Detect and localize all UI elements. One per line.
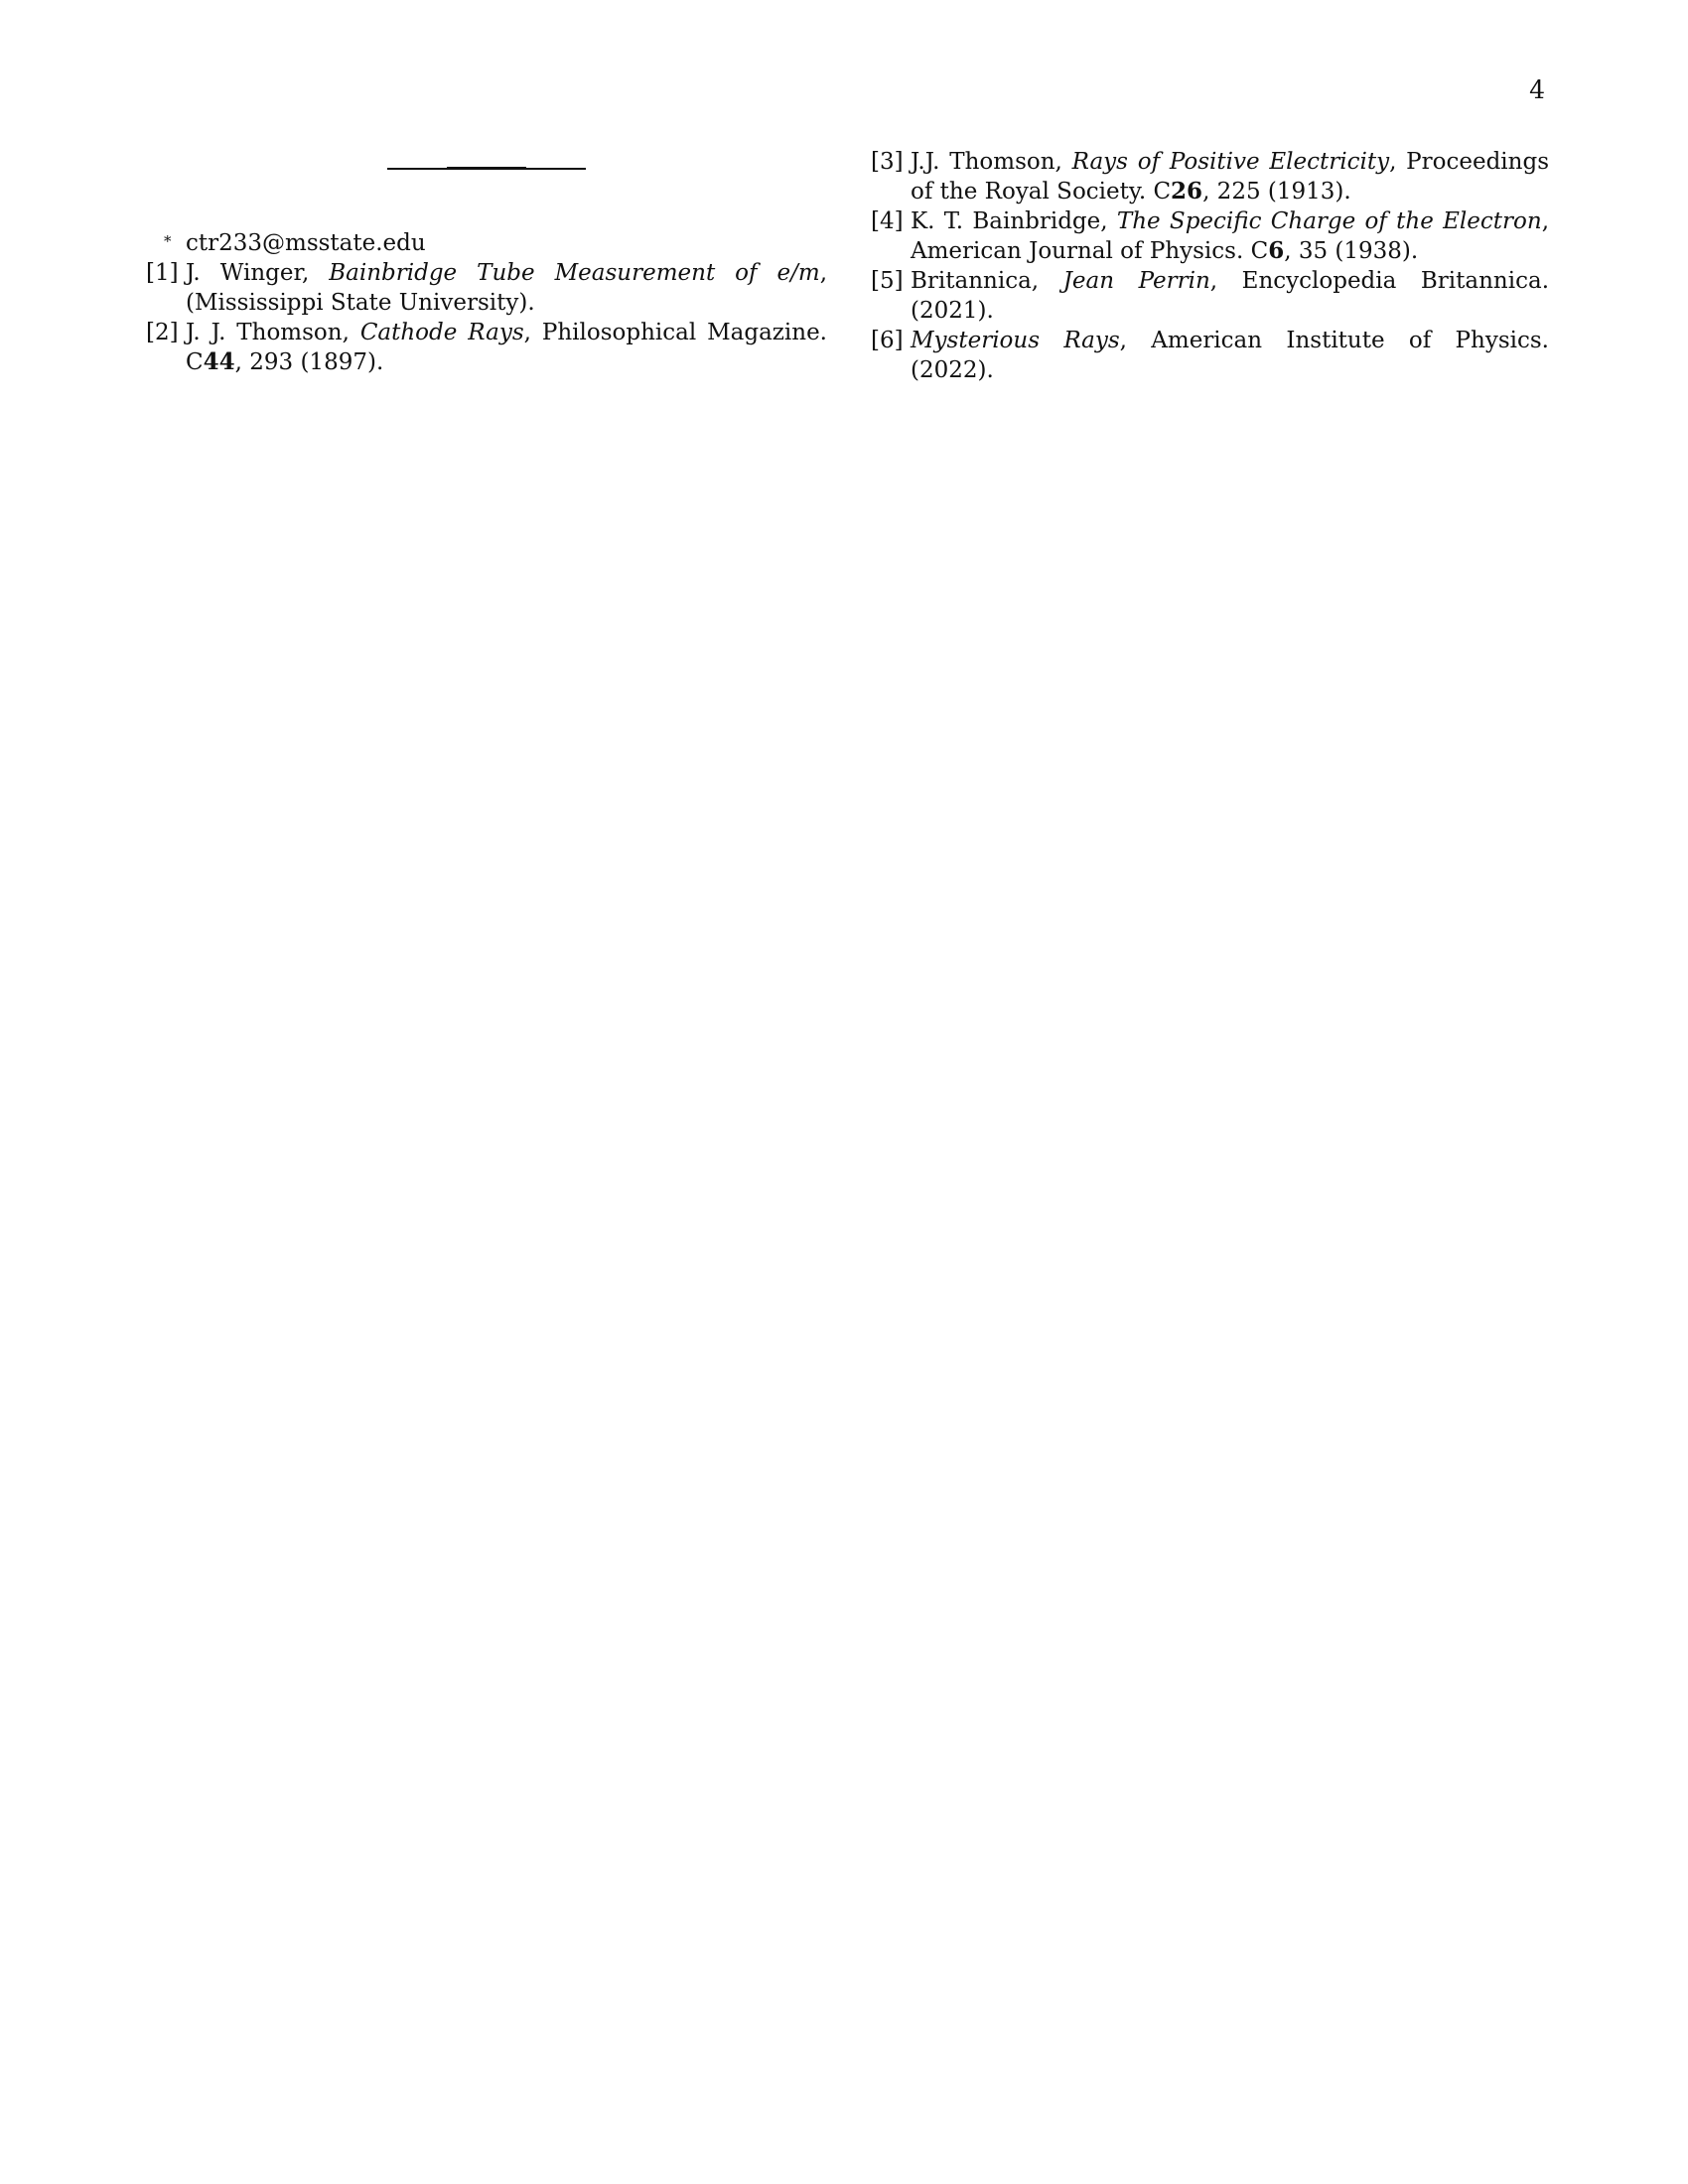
reference-volume: 26 (1171, 178, 1203, 205)
reference-marker: [3] (871, 149, 904, 175)
footnote-email (146, 228, 827, 258)
footnote-marker: * (164, 232, 172, 250)
reference-authors: J.J. Thomson, (911, 149, 1072, 175)
reference-4 (871, 206, 1549, 266)
page-number: 4 (1529, 75, 1545, 104)
footnote-separator-rule (387, 168, 586, 170)
reference-journal: , Philosophical Magazine. C (186, 320, 827, 375)
footnote-email-text: ctr233@msstate.edu (186, 230, 426, 256)
reference-journal: , American Journal of Physics. C (911, 208, 1549, 264)
reference-marker: [4] (871, 208, 904, 234)
reference-marker: [2] (146, 320, 179, 345)
reference-title: The Specific Charge of the Electron (1116, 208, 1542, 234)
reference-marker: [6] (871, 328, 904, 353)
reference-rest: , Encyclopedia Britannica. (2021). (911, 268, 1550, 324)
reference-rest: , 225 (1913). (1202, 179, 1351, 205)
reference-3 (871, 147, 1549, 206)
reference-title: Bainbridge Tube Measurement of e/m (329, 260, 820, 286)
reference-rest: , 293 (1897). (234, 349, 384, 375)
reference-rest: , 35 (1938). (1284, 238, 1419, 264)
reference-title: Cathode Rays (359, 320, 524, 345)
references-left-column (146, 228, 827, 377)
reference-journal: , Proceedings of the Royal Society. C (911, 149, 1549, 205)
reference-authors: Britannica, (911, 268, 1063, 294)
reference-5 (871, 266, 1549, 326)
reference-authors: K. T. Bainbridge, (911, 208, 1117, 234)
reference-6 (871, 326, 1549, 385)
references-right-column (871, 147, 1549, 385)
reference-authors: J. J. Thomson, (186, 320, 360, 345)
reference-1 (146, 258, 827, 318)
reference-marker: [5] (871, 268, 904, 294)
reference-rest: , American Institute of Physics. (2022). (911, 328, 1549, 383)
reference-volume: 44 (203, 348, 235, 375)
reference-volume: 6 (1268, 237, 1285, 264)
reference-marker: [1] (146, 260, 179, 286)
reference-authors: J. Winger, (186, 260, 330, 286)
reference-title: Jean Perrin (1062, 268, 1210, 294)
reference-title: Rays of Positive Electricity (1071, 149, 1390, 175)
reference-title: Mysterious Rays (911, 328, 1120, 353)
reference-rest: , (Mississippi State University). (186, 260, 828, 316)
reference-2 (146, 318, 827, 377)
